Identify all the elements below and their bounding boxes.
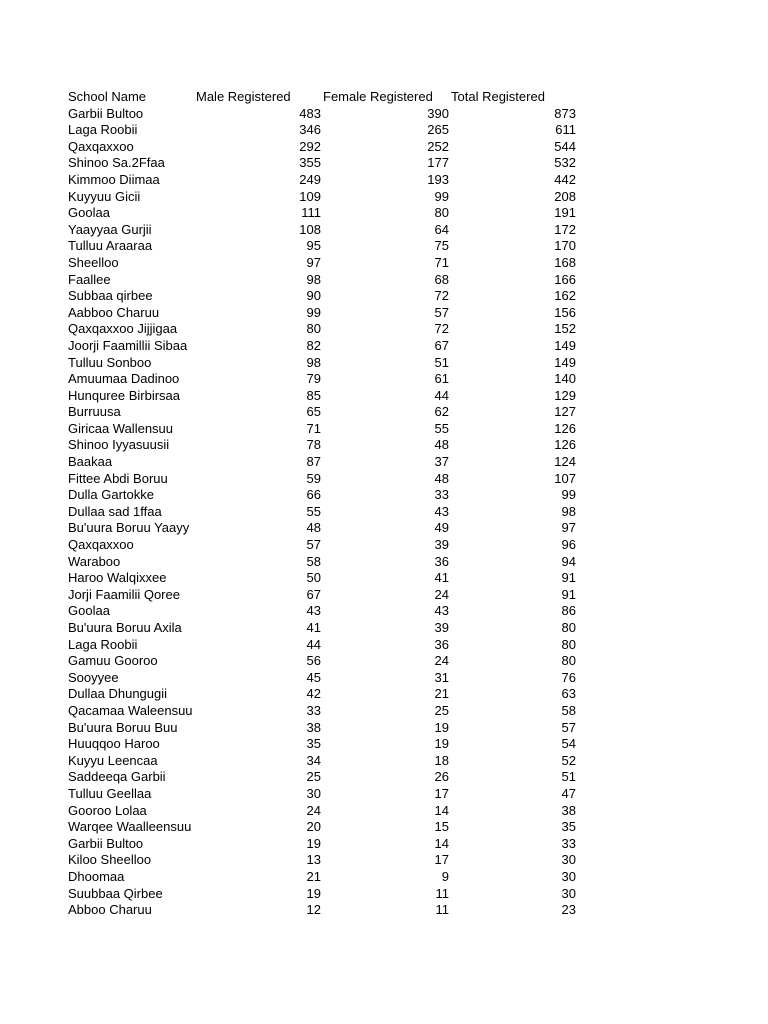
total-registered-cell: 168 (554, 254, 576, 270)
school-name-cell: Aabboo Charuu (68, 304, 160, 320)
school-name-cell: Goolaa (68, 205, 110, 221)
total-registered-cell: 96 (561, 537, 576, 553)
male-registered-cell: 45 (306, 669, 321, 685)
male-registered-cell: 292 (299, 138, 321, 154)
table-row (68, 205, 578, 222)
table-row (68, 786, 578, 803)
female-registered-cell: 43 (434, 603, 449, 619)
total-registered-cell: 107 (554, 470, 576, 486)
male-registered-cell: 42 (306, 686, 321, 702)
school-name-cell: Joorji Faamillii Sibaa (68, 337, 188, 353)
female-registered-cell: 64 (434, 221, 449, 237)
table-row (68, 869, 578, 886)
male-registered-cell: 80 (306, 321, 321, 337)
male-registered-cell: 65 (306, 404, 321, 420)
female-registered-cell: 19 (434, 736, 449, 752)
total-registered-cell: 532 (554, 155, 576, 171)
school-name-cell: Kuyyu Leencaa (68, 752, 158, 768)
table-row (68, 371, 578, 388)
table-row (68, 554, 578, 571)
total-registered-cell: 208 (554, 188, 576, 204)
total-registered-cell: 442 (554, 171, 576, 187)
total-registered-cell: 94 (561, 553, 576, 569)
spreadsheet-page (68, 89, 588, 919)
table-row (68, 520, 578, 537)
male-registered-cell: 38 (306, 719, 321, 735)
school-name-cell: Laga Roobii (68, 636, 138, 652)
table-row (68, 388, 578, 405)
school-name-cell: Tulluu Araaraa (68, 238, 153, 254)
total-registered-cell: 166 (554, 271, 576, 287)
male-registered-cell: 249 (299, 171, 321, 187)
female-registered-cell: 43 (434, 503, 449, 519)
female-registered-cell: 25 (434, 702, 449, 718)
table-row (68, 570, 578, 587)
school-name-cell: Gooroo Lolaa (68, 802, 147, 818)
female-registered-cell: 252 (427, 138, 449, 154)
female-registered-cell: 39 (434, 620, 449, 635)
school-name-cell: Sheelloo (68, 254, 119, 270)
table-row (68, 603, 578, 620)
table-row (68, 155, 578, 172)
table-row (68, 172, 578, 189)
female-registered-cell: 193 (427, 171, 449, 187)
table-row (68, 620, 578, 637)
table-row (68, 753, 578, 770)
female-registered-cell: 67 (434, 337, 449, 353)
female-registered-cell: 71 (434, 254, 449, 270)
female-registered-cell: 177 (427, 155, 449, 171)
male-registered-cell: 79 (306, 371, 321, 387)
male-registered-cell: 87 (306, 454, 321, 470)
male-registered-cell: 483 (299, 105, 321, 121)
female-registered-cell: 48 (434, 470, 449, 486)
table-row (68, 305, 578, 322)
total-registered-cell: 38 (561, 802, 576, 818)
male-registered-cell: 355 (299, 155, 321, 171)
table-row (68, 471, 578, 488)
male-registered-cell: 95 (306, 238, 321, 254)
total-registered-cell: 97 (561, 520, 576, 536)
table-row (68, 421, 578, 438)
table-row (68, 437, 578, 454)
school-name-cell: Qaxqaxxoo (68, 138, 134, 154)
header-female-registered: Female Registered (323, 89, 433, 104)
total-registered-cell: 51 (561, 769, 576, 785)
female-registered-cell: 48 (434, 437, 449, 453)
school-name-cell: Dulla Gartokke (68, 487, 154, 503)
school-name-cell: Bu'uura Boruu Yaayy (68, 520, 190, 536)
male-registered-cell: 13 (306, 852, 321, 868)
female-registered-cell: 11 (435, 902, 449, 918)
header-school-name: School Name (68, 89, 147, 104)
total-registered-cell: 30 (561, 852, 576, 868)
total-registered-cell: 86 (561, 603, 576, 619)
school-name-cell: Sooyyee (68, 669, 119, 685)
total-registered-cell: 30 (561, 868, 576, 884)
female-registered-cell: 80 (434, 205, 449, 221)
male-registered-cell: 20 (306, 819, 321, 835)
total-registered-cell: 63 (561, 686, 576, 702)
school-name-cell: Haroo Walqixxee (68, 570, 167, 586)
female-registered-cell: 24 (434, 586, 449, 602)
total-registered-cell: 30 (561, 885, 576, 901)
female-registered-cell: 62 (434, 404, 449, 420)
school-name-cell: Tulluu Geellaa (68, 785, 152, 801)
total-registered-cell: 149 (554, 337, 576, 353)
male-registered-cell: 30 (306, 785, 321, 801)
table-row (68, 803, 578, 820)
total-registered-cell: 172 (554, 221, 576, 237)
table-row (68, 703, 578, 720)
female-registered-cell: 17 (434, 852, 449, 868)
male-registered-cell: 19 (306, 835, 321, 851)
school-name-cell: Subbaa qirbee (68, 288, 153, 304)
total-registered-cell: 127 (554, 404, 576, 420)
male-registered-cell: 21 (306, 868, 321, 884)
total-registered-cell: 149 (554, 354, 576, 370)
school-name-cell: Gamuu Gooroo (68, 653, 158, 669)
table-row (68, 272, 578, 289)
female-registered-cell: 36 (434, 553, 449, 569)
table-row (68, 288, 578, 305)
table-row (68, 686, 578, 703)
table-row (68, 720, 578, 737)
female-registered-cell: 15 (434, 819, 449, 835)
total-registered-cell: 129 (554, 387, 576, 403)
total-registered-cell: 58 (561, 702, 576, 718)
table-body (68, 106, 578, 919)
school-name-cell: Warqee Waalleensuu (68, 819, 192, 835)
school-name-cell: Fittee Abdi Boruu (68, 470, 168, 486)
school-name-cell: Dhoomaa (68, 868, 125, 884)
total-registered-cell: 54 (561, 736, 576, 752)
school-name-cell: Qaxqaxxoo (68, 537, 134, 553)
table-row (68, 255, 578, 272)
table-row (68, 670, 578, 687)
total-registered-cell: 156 (554, 304, 576, 320)
female-registered-cell: 44 (434, 387, 449, 403)
header-male-registered: Male Registered (196, 89, 291, 104)
male-registered-cell: 33 (306, 702, 321, 718)
female-registered-cell: 26 (434, 769, 449, 785)
school-name-cell: Dullaa Dhungugii (68, 686, 168, 702)
male-registered-cell: 97 (306, 254, 321, 270)
total-registered-cell: 170 (554, 238, 576, 254)
school-name-cell: Huuqqoo Haroo (68, 736, 160, 752)
table-row (68, 836, 578, 853)
school-name-cell: Kiloo Sheelloo (68, 852, 152, 868)
total-registered-cell: 98 (561, 503, 576, 519)
table-row (68, 587, 578, 604)
table-row (68, 122, 578, 139)
table-row (68, 819, 578, 836)
female-registered-cell: 18 (434, 752, 449, 768)
total-registered-cell: 23 (561, 902, 576, 918)
school-name-cell: Giricaa Wallensuu (68, 420, 174, 436)
male-registered-cell: 346 (299, 122, 321, 138)
school-name-cell: Shinoo Sa.2Ffaa (68, 155, 165, 171)
table-row (68, 637, 578, 654)
female-registered-cell: 14 (434, 802, 449, 818)
school-name-cell: Faallee (68, 271, 111, 287)
female-registered-cell: 37 (434, 454, 449, 470)
male-registered-cell: 12 (306, 902, 321, 918)
female-registered-cell: 9 (441, 868, 449, 884)
male-registered-cell: 50 (306, 570, 321, 586)
school-name-cell: Laga Roobii (68, 122, 138, 138)
header-total-registered: Total Registered (451, 89, 545, 104)
school-name-cell: Kuyyuu Gicii (68, 188, 141, 204)
total-registered-cell: 126 (554, 420, 576, 436)
male-registered-cell: 24 (306, 802, 321, 818)
male-registered-cell: 111 (301, 205, 321, 221)
male-registered-cell: 34 (306, 752, 321, 768)
table-row (68, 238, 578, 255)
female-registered-cell: 19 (434, 719, 449, 735)
male-registered-cell: 82 (306, 337, 321, 353)
school-name-cell: Baakaa (68, 454, 113, 470)
school-name-cell: Abboo Charuu (68, 902, 152, 918)
school-name-cell: Jorji Faamilii Qoree (68, 586, 180, 602)
male-registered-cell: 44 (306, 636, 321, 652)
total-registered-cell: 80 (561, 636, 576, 652)
male-registered-cell: 71 (306, 420, 321, 436)
school-name-cell: Shinoo Iyyasuusii (68, 437, 170, 453)
male-registered-cell: 55 (306, 503, 321, 519)
female-registered-cell: 265 (427, 122, 449, 138)
total-registered-cell: 162 (554, 288, 576, 304)
total-registered-cell: 544 (554, 138, 576, 154)
male-registered-cell: 67 (306, 586, 321, 602)
female-registered-cell: 72 (434, 288, 449, 304)
total-registered-cell: 33 (561, 835, 576, 851)
male-registered-cell: 90 (306, 288, 321, 304)
male-registered-cell: 66 (306, 487, 321, 503)
male-registered-cell: 109 (299, 188, 321, 204)
header-row (68, 89, 578, 106)
table-row (68, 106, 578, 123)
school-name-cell: Saddeeqa Garbii (68, 769, 166, 785)
school-name-cell: Garbii Bultoo (68, 835, 144, 851)
table-row (68, 222, 578, 239)
male-registered-cell: 78 (306, 437, 321, 453)
total-registered-cell: 47 (561, 785, 576, 801)
male-registered-cell: 98 (306, 354, 321, 370)
school-name-cell: Bu'uura Boruu Axila (68, 620, 182, 635)
school-name-cell: Bu'uura Boruu Buu (68, 719, 178, 735)
male-registered-cell: 19 (306, 885, 321, 901)
total-registered-cell: 126 (554, 437, 576, 453)
female-registered-cell: 24 (434, 653, 449, 669)
female-registered-cell: 31 (434, 669, 449, 685)
female-registered-cell: 41 (434, 570, 449, 586)
school-name-cell: Amuumaa Dadinoo (68, 371, 180, 387)
table-row (68, 736, 578, 753)
female-registered-cell: 75 (434, 238, 449, 254)
table-row (68, 454, 578, 471)
male-registered-cell: 25 (306, 769, 321, 785)
table-row (68, 537, 578, 554)
total-registered-cell: 80 (561, 620, 576, 635)
total-registered-cell: 52 (561, 752, 576, 768)
school-name-cell: Tulluu Sonboo (68, 354, 152, 370)
table-row (68, 902, 578, 919)
total-registered-cell: 76 (561, 669, 576, 685)
total-registered-cell: 57 (561, 719, 576, 735)
total-registered-cell: 99 (561, 487, 576, 503)
female-registered-cell: 55 (434, 420, 449, 436)
school-name-cell: Qacamaa Waleensuu (68, 702, 193, 718)
table-row (68, 404, 578, 421)
female-registered-cell: 36 (434, 636, 449, 652)
female-registered-cell: 61 (434, 371, 449, 387)
female-registered-cell: 51 (434, 354, 449, 370)
female-registered-cell: 11 (435, 885, 449, 901)
school-name-cell: Hunquree Birbirsaa (68, 387, 181, 403)
school-name-cell: Garbii Bultoo (68, 105, 144, 121)
table-row (68, 139, 578, 156)
school-name-cell: Waraboo (68, 553, 121, 569)
table-row (68, 504, 578, 521)
male-registered-cell: 98 (306, 271, 321, 287)
male-registered-cell: 58 (306, 553, 321, 569)
total-registered-cell: 611 (555, 122, 576, 138)
school-name-cell: Qaxqaxxoo Jijjigaa (68, 321, 178, 337)
total-registered-cell: 91 (561, 570, 576, 586)
total-registered-cell: 873 (554, 105, 576, 121)
female-registered-cell: 68 (434, 271, 449, 287)
male-registered-cell: 59 (306, 470, 321, 486)
table-row (68, 886, 578, 903)
school-name-cell: Kimmoo Diimaa (68, 171, 160, 187)
total-registered-cell: 124 (554, 454, 576, 470)
school-name-cell: Dullaa sad 1ffaa (68, 503, 162, 519)
total-registered-cell: 80 (561, 653, 576, 669)
male-registered-cell: 48 (306, 520, 321, 536)
female-registered-cell: 17 (434, 785, 449, 801)
male-registered-cell: 41 (306, 620, 321, 635)
male-registered-cell: 43 (306, 603, 321, 619)
table-row (68, 355, 578, 372)
total-registered-cell: 152 (554, 321, 576, 337)
table-row (68, 189, 578, 206)
total-registered-cell: 191 (554, 205, 576, 221)
female-registered-cell: 57 (434, 304, 449, 320)
male-registered-cell: 108 (299, 221, 321, 237)
female-registered-cell: 72 (434, 321, 449, 337)
table-row (68, 769, 578, 786)
female-registered-cell: 21 (434, 686, 449, 702)
school-registration-table (68, 89, 578, 919)
table-row (68, 653, 578, 670)
male-registered-cell: 85 (306, 387, 321, 403)
male-registered-cell: 35 (306, 736, 321, 752)
table-row (68, 321, 578, 338)
female-registered-cell: 33 (434, 487, 449, 503)
female-registered-cell: 39 (434, 537, 449, 553)
male-registered-cell: 99 (306, 304, 321, 320)
female-registered-cell: 49 (434, 520, 449, 536)
male-registered-cell: 57 (306, 537, 321, 553)
school-name-cell: Yaayyaa Gurjii (68, 221, 152, 237)
total-registered-cell: 140 (554, 371, 576, 387)
table-row (68, 852, 578, 869)
male-registered-cell: 56 (306, 653, 321, 669)
school-name-cell: Suubbaa Qirbee (68, 885, 163, 901)
table-row (68, 487, 578, 504)
school-name-cell: Goolaa (68, 603, 110, 619)
female-registered-cell: 14 (434, 835, 449, 851)
female-registered-cell: 99 (434, 188, 449, 204)
total-registered-cell: 35 (561, 819, 576, 835)
table-row (68, 338, 578, 355)
total-registered-cell: 91 (561, 586, 576, 602)
school-name-cell: Burruusa (68, 404, 121, 420)
female-registered-cell: 390 (427, 105, 449, 121)
